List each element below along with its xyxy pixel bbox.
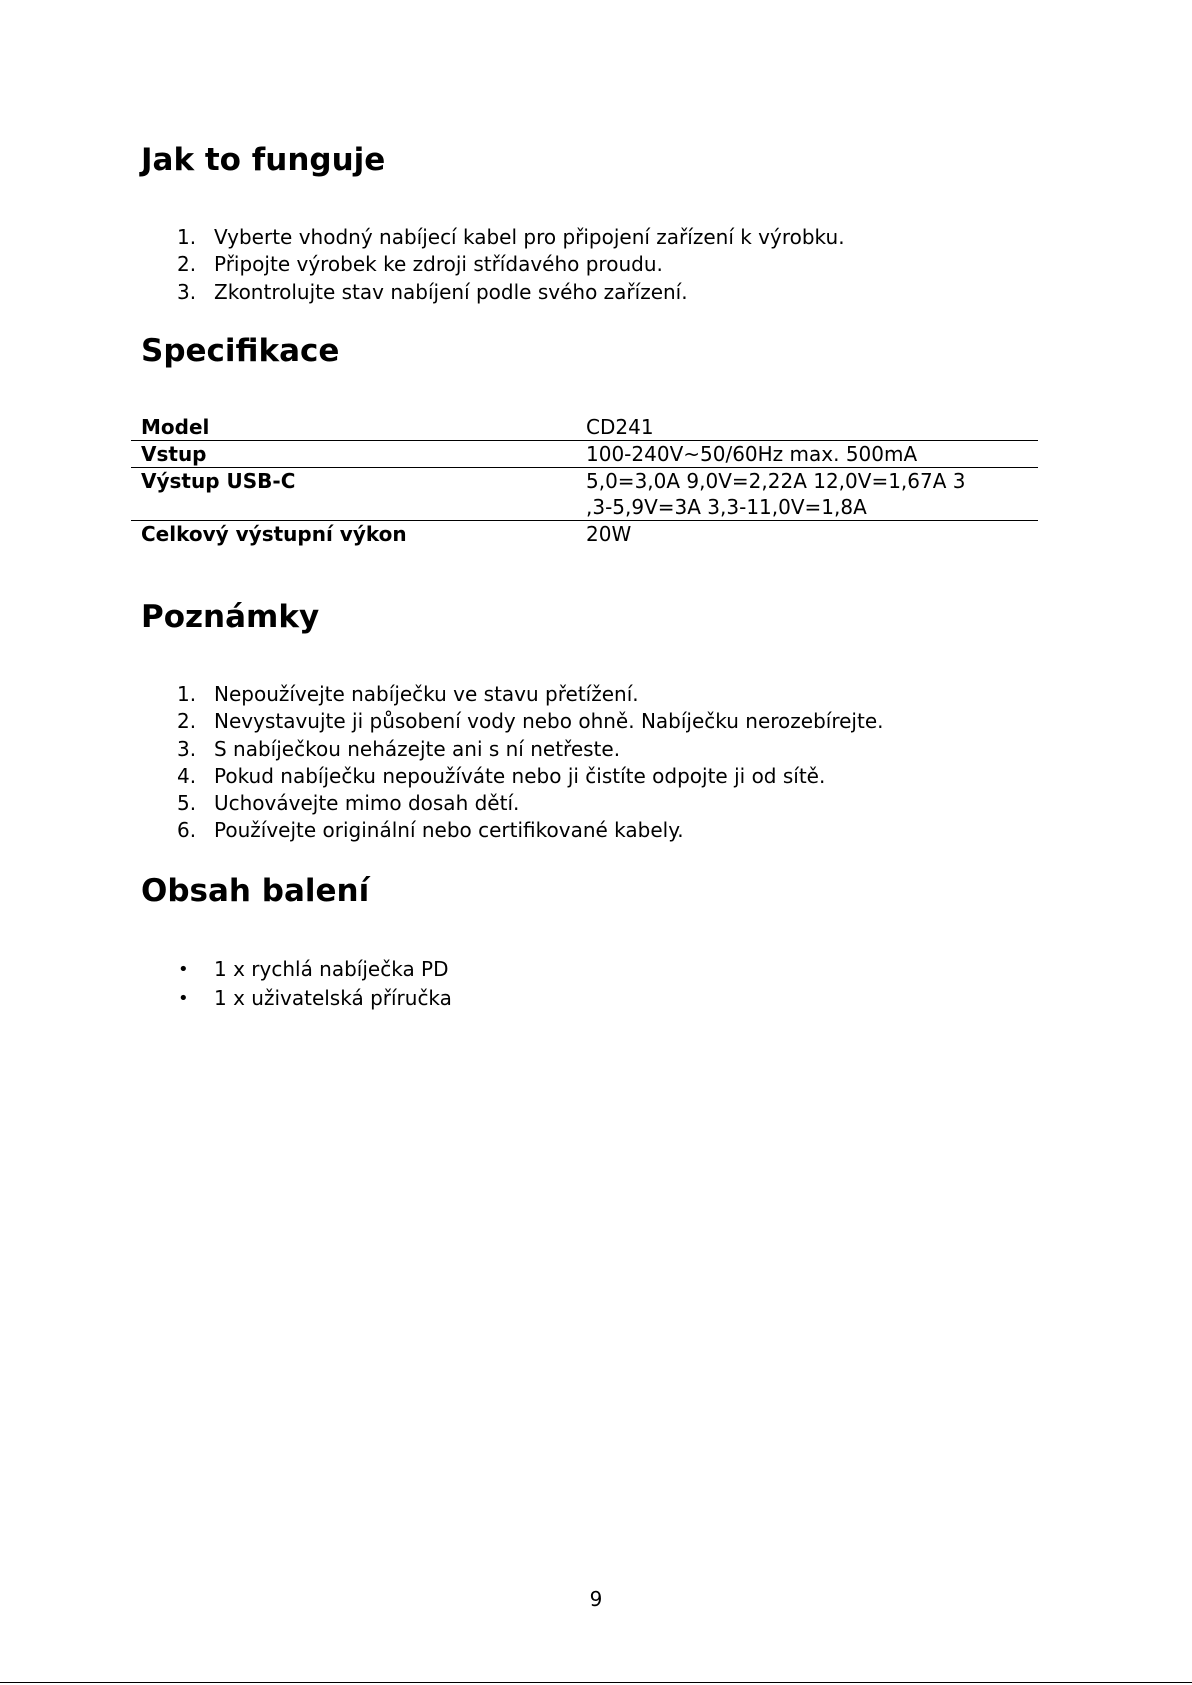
page-number: 9	[589, 1587, 603, 1611]
notes-list	[141, 681, 883, 845]
section-heading-how-it-works: Jak to funguje	[141, 142, 386, 178]
spec-row-output	[131, 468, 1038, 521]
list-item: 6. Používejte originální nebo certifikované kabely.	[177, 818, 684, 843]
list-item: • 1 x rychlá nabíječka PD	[141, 955, 452, 984]
spec-key: Vstup	[141, 442, 207, 466]
list-item: 1. Nepoužívejte nabíječku ve stavu přetížení.	[177, 682, 639, 706]
spec-table	[131, 414, 1038, 547]
list-item: 5. Uchovávejte mimo dosah dětí.	[177, 791, 520, 816]
spec-value: 100-240V~50/60Hz max. 500mA	[586, 442, 918, 466]
list-item: 3. S nabíječkou neházejte ani s ní netřeste.	[177, 736, 621, 761]
list-item: • 1 x uživatelská příručka	[141, 984, 452, 1013]
spec-row-model	[131, 414, 1038, 441]
footer-divider	[0, 1682, 1192, 1683]
section-heading-package: Obsah balení	[141, 873, 370, 909]
list-item: 3. Zkontrolujte stav nabíjení podle svého zařízení.	[177, 279, 688, 304]
spec-key: Výstup USB-C	[141, 469, 296, 493]
spec-key: Celkový výstupní výkon	[141, 522, 407, 546]
package-contents-list	[141, 955, 452, 1013]
list-item: 1. Vyberte vhodný nabíjecí kabel pro připojení zařízení k výrobku.	[177, 225, 845, 249]
section-heading-specs: Specifikace	[141, 333, 340, 369]
spec-value: CD241	[586, 415, 654, 439]
spec-row-input	[131, 441, 1038, 468]
bullet-icon: •	[178, 988, 189, 1009]
spec-value: 20W	[586, 522, 632, 546]
list-item: 2. Připojte výrobek ke zdroji střídavého proudu.	[177, 252, 663, 277]
bullet-icon: •	[178, 959, 189, 980]
spec-key: Model	[141, 415, 210, 439]
spec-value: 5,0=3,0A 9,0V=2,22A 12,0V=1,67A 3 ,3-5,9V=3A 3,3-11,0V=1,8A	[586, 469, 966, 519]
how-it-works-list	[141, 224, 845, 306]
spec-row-total-power	[131, 521, 1038, 547]
list-item: 4. Pokud nabíječku nepoužíváte nebo ji čistíte odpojte ji od sítě.	[177, 763, 826, 788]
section-heading-notes: Poznámky	[141, 599, 320, 635]
list-item: 2. Nevystavujte ji působení vody nebo ohně. Nabíječku nerozebírejte.	[177, 709, 884, 734]
